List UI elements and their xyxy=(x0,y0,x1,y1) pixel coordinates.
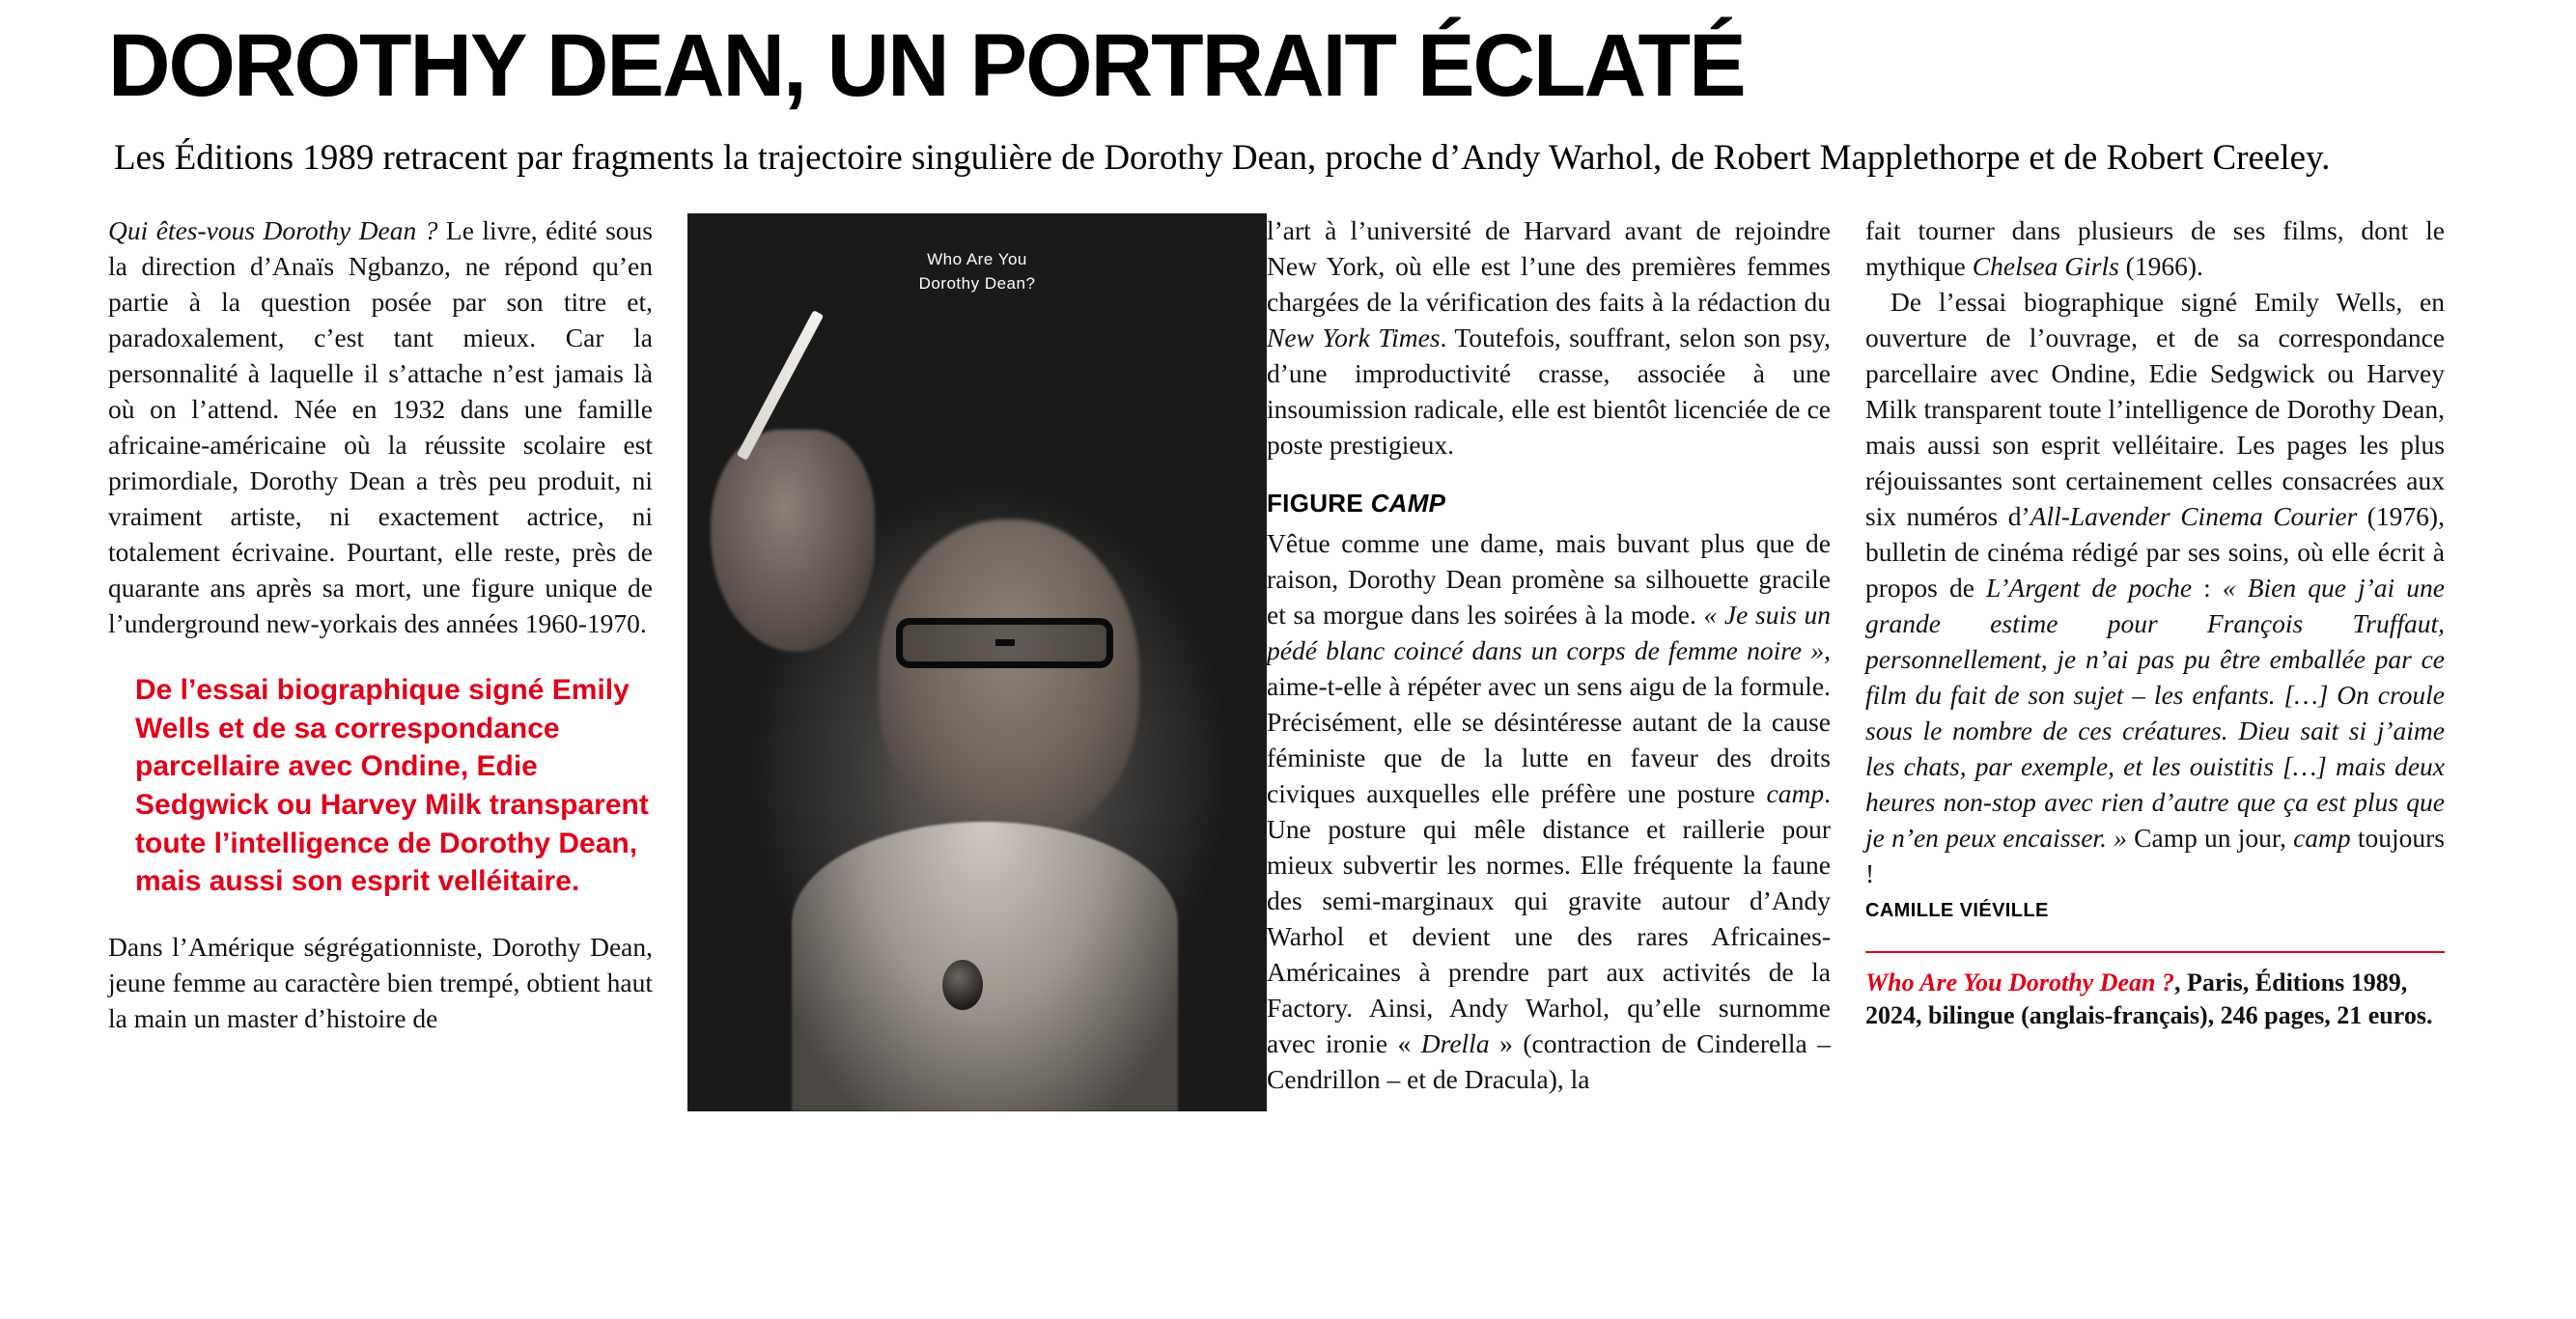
glasses-icon xyxy=(896,618,1113,668)
portrait-photo xyxy=(687,213,1267,1111)
films-b: (1966). xyxy=(2118,251,2203,282)
photo-caption-line1: Who Are You xyxy=(927,250,1027,269)
column-four xyxy=(1865,213,2445,1032)
lead-in-italic: Qui êtes-vous Dorothy Dean ? xyxy=(108,215,438,246)
section-subhead xyxy=(1267,489,1831,519)
chelsea-girls-title: Chelsea Girls xyxy=(1972,251,2119,282)
column-image xyxy=(687,213,1267,1111)
column-three xyxy=(1267,213,1865,1098)
paragraph-harvard xyxy=(1267,213,1831,463)
article-page xyxy=(0,16,2576,1319)
page-title: DOROTHY DEAN, UN PORTRAIT ÉCLATÉ xyxy=(108,16,1745,115)
camp-word-2: camp xyxy=(2293,823,2351,854)
camp-word: camp xyxy=(1766,778,1825,809)
paragraph-films xyxy=(1865,213,2445,285)
camp-b: , aime-t-elle à répéter avec un sens aigu de la formule. Précisément, elle se désintéresse autant de la cause féministe que de la lutte en faveur des droits civiques auxquelles elle préfère une posture xyxy=(1267,635,1831,809)
paragraph-harvard-a: l’art à l’université de Harvard avant de rejoindre New York, où elle est l’une des premières femmes chargées de la vérification des faits à la rédaction du xyxy=(1267,215,1831,318)
paragraph-intro xyxy=(108,213,653,642)
drella-word: Drella xyxy=(1420,1028,1490,1059)
standfirst: Les Éditions 1989 retracent par fragments la trajectoire singulière de Dorothy Dean, proche d’Andy Warhol, de Robert Mapplethorpe et de Robert Creeley. xyxy=(114,138,2331,178)
truffaut-quote: « Bien que j’ai une grande estime pour François Truffaut, personnellement, je n’ai pas pu être emballée par ce film du fait de son sujet – les enfants. […] On croule sous le nombre de ces créatures. Dieu sait si j’aime les chats, par exemple, et les ouistitis […] mais deux heures non-stop avec rien d’autre que ça est plus que je n’en peux encaisser. » xyxy=(1865,573,2445,854)
camp-quote: « Je suis un pédé blanc coincé dans un corps de femme noire » xyxy=(1267,600,1831,666)
argent-de-poche-title: L’Argent de poche xyxy=(1986,573,2193,603)
courier-title: All-Lavender Cinema Courier xyxy=(2030,501,2358,532)
camp-a: Vêtue comme une dame, mais buvant plus que de raison, Dorothy Dean promène sa silhouette gracile et sa morgue dans les soirées à la mode. xyxy=(1267,528,1831,631)
photo-caption-line2: Dorothy Dean? xyxy=(918,274,1036,293)
face-shape xyxy=(879,519,1139,838)
nyt-title: New York Times xyxy=(1267,323,1441,353)
paragraph-two: Dans l’Amérique ségrégationniste, Dorothy Dean, jeune femme au caractère bien trempé, obtient haut la main un master d’histoire de xyxy=(108,931,653,1033)
essay-d: Camp un jour, xyxy=(2126,823,2294,854)
hand-shape xyxy=(711,430,875,652)
paragraph-intro-text: Le livre, édité sous la direction d’Anaïs Ngbanzo, ne répond qu’en partie à la question posée par son titre et, paradoxalement, c’est tant mieux. Car la personnalité à laquelle il s’attache n’est jamais là où on l’attend. Née en 1932 dans une famille africaine-américaine où la réussite scolaire est primordiale, Dorothy Dean a très peu produit, ni vraiment artiste, ni exactement actrice, ni totalement écrivaine. Pourtant, elle reste, près de quarante ans après sa mort, une figure unique de l’underground new-yorkais des années 1960-1970. xyxy=(108,215,653,639)
essay-b: (1976), bulletin de cinéma rédigé par ses soins, où elle écrit à propos de xyxy=(1865,501,2445,603)
paragraph-harvard-b: . Toutefois, souffrant, selon son psy, d’une improductivité crasse, associée à une insoumission radicale, elle est bientôt licenciée de ce poste prestigieux. xyxy=(1267,323,1831,461)
subhead-plain: FIGURE xyxy=(1267,489,1371,519)
book-reference xyxy=(1865,967,2445,1033)
brooch-shape xyxy=(942,960,983,1010)
essay-e: toujours ! xyxy=(1865,823,2446,889)
essay-a: De l’essai biographique signé Emily Wells, en ouverture de l’ouvrage, et de sa correspondance parcellaire avec Ondine, Edie Sedgwick ou Harvey Milk transparent toute l’intelligence de Dorothy Dean, mais aussi son esprit velléitaire. Les pages les plus réjouissantes sont certainement celles consacrées aux six numéros d’ xyxy=(1865,287,2445,532)
book-title: Who Are You Dorothy Dean ? xyxy=(1865,968,2174,997)
author-byline: CAMILLE VIÉVILLE xyxy=(1865,900,2049,922)
photo-caption xyxy=(687,248,1267,295)
article-columns xyxy=(108,213,2468,1111)
divider-red xyxy=(1865,951,2445,953)
subhead-italic: CAMP xyxy=(1370,489,1446,519)
paragraph-essay xyxy=(1865,285,2445,892)
pull-quote: De l’essai biographique signé Emily Wells et de sa correspondance parcellaire avec Ondine, Edie Sedgwick ou Harvey Milk transparent toute l’intelligence de Dorothy Dean, mais aussi son esprit velléitaire. xyxy=(135,674,649,898)
essay-c: : xyxy=(2192,573,2223,603)
camp-c: . Une posture qui mêle distance et raillerie pour mieux subvertir les normes. Elle fréquente la faune des semi-marginaux qui gravite autour d’Andy Warhol et devient une des rares Africaines-Américaines à prendre part aux activités de la Factory. Ainsi, Andy Warhol, qu’elle surnomme avec ironie « xyxy=(1267,778,1831,1059)
book-details: , Paris, Éditions 1989, 2024, bilingue (anglais-français), 246 pages, 21 euros. xyxy=(1865,968,2433,1030)
films-a: fait tourner dans plusieurs de ses films, dont le mythique xyxy=(1865,215,2445,282)
camp-d: » (contraction de Cinderella – Cendrillon – et de Dracula), la xyxy=(1267,1028,1831,1095)
collar-shape xyxy=(792,822,1178,1111)
column-one xyxy=(108,213,687,1036)
paragraph-camp xyxy=(1267,526,1831,1098)
